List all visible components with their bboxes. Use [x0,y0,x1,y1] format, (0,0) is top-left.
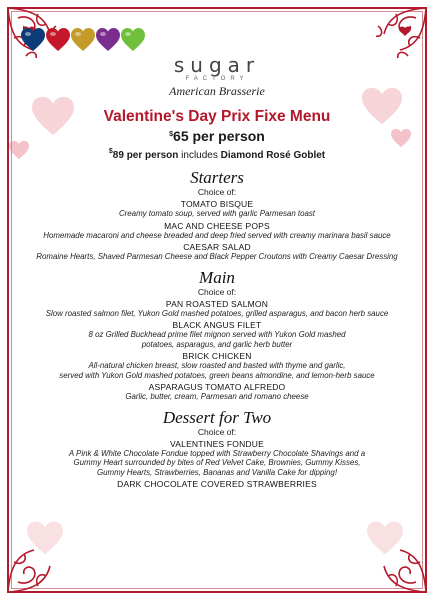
menu-item-name: CAESAR SALAD [183,242,251,252]
menu-item-name: TOMATO BISQUE [180,199,254,209]
menu-item [18,479,416,489]
logo-subtitle: FACTORY [185,76,249,82]
menu-item [18,382,416,402]
menu-item [18,299,416,319]
menu-item-description: Gummy Heart surrounded by bites of Red Velvet Cake, Brownies, Gummy Kisses, [73,458,361,467]
menu-item-description: All-natural chicken breast, slow roasted and basted with thyme and garlic, [88,361,346,370]
logo-heart-icon [121,28,145,51]
menu-item [18,221,416,241]
menu-item-description: 8 oz Grilled Buckhead prime filet mignon served with Yukon Gold mashed [88,330,346,339]
logo-hearts-icon [18,26,148,54]
menu-item [18,199,416,219]
menu-item-description: potatoes, asparagus, and garlic herb butter [141,339,293,349]
upgrade-currency: $ [108,148,113,155]
section-dessert [18,409,416,490]
section-choice-label: Choice of: [197,187,237,197]
menu-item-name: MAC AND CHEESE POPS [164,220,270,231]
menu-item [18,320,416,349]
logo-heart-highlight [75,32,81,36]
brand-tagline: American Brasserie [169,84,265,98]
logo-heart-highlight [100,32,106,36]
logo-heart-icon [46,28,70,51]
upgrade-amount: 89 per person [112,150,179,161]
menu-content [18,26,416,489]
menu-item-name: DARK CHOCOLATE COVERED STRAWBERRIES [117,479,317,489]
menu-item-description: Garlic, butter, cream, Parmesan and romano cheese [125,392,309,401]
logo-wordmark: sugar [173,53,261,77]
section-choice-label: Choice of: [197,426,237,437]
logo-heart-icon [21,28,45,51]
logo-heart-icon [96,28,120,51]
price-amount: 65 per person [173,128,265,144]
logo-heart-highlight [125,32,131,36]
upgrade-item: Diamond Rosé Goblet [220,150,326,161]
section-title: Dessert for Two [162,407,272,427]
logo-heart-highlight [50,32,56,36]
menu-item-description: Creamy tomato soup, served with garlic Parmesan toast [118,209,316,218]
logo-heart-highlight [25,32,31,36]
price-currency: $ [169,131,174,138]
menu-item-name: VALENTINES FONDUE [170,438,264,449]
menu-item [18,242,416,262]
corner-flourish-icon [360,526,430,596]
corner-flourish-icon [4,526,74,596]
menu-title: Valentine's Day Prix Fixe Menu [103,108,331,125]
menu-item-name: BRICK CHICKEN [182,351,252,361]
upgrade-text: includes [181,150,218,161]
menu-item-description: Romaine Hearts, Shaved Parmesan Cheese and Black Pepper Croutons with Creamy Caesar Dressing [36,252,398,261]
menu-item [18,439,416,478]
menu-item-description: A Pink & White Chocolate Fondue topped with Strawberry Chocolate Shavings and a [68,448,366,458]
section-choice-label: Choice of: [197,286,237,297]
menu-item-description: served with Yukon Gold mashed potatoes, green beans almondine, and lemon-herb sauce [59,370,375,380]
menu-item-description: Slow roasted salmon filet, Yukon Gold mashed potatoes, grilled asparagus, and bacon herb sauce [45,308,389,318]
menu-item-description: Gummy Hearts, Strawberries, Bananas and Vanilla Cake for dipping! [96,467,338,477]
logo-heart-icon [71,28,95,51]
menu-item [18,351,416,380]
menu-item-name: BLACK ANGUS FILET [172,320,262,330]
menu-item-name: PAN ROASTED SALMON [165,298,269,309]
menu-item-name: ASPARAGUS TOMATO ALFREDO [148,382,286,392]
brand-logo [18,26,416,98]
section-title: Main [199,267,235,287]
menu-item-description: Homemade macaroni and cheese breaded and deep fried served with creamy marinara basil sauce [43,230,391,240]
section-title: Starters [190,168,244,187]
price-upgrade [18,146,416,162]
section-main [18,269,416,402]
section-starters [18,169,416,262]
price-main [18,126,416,145]
